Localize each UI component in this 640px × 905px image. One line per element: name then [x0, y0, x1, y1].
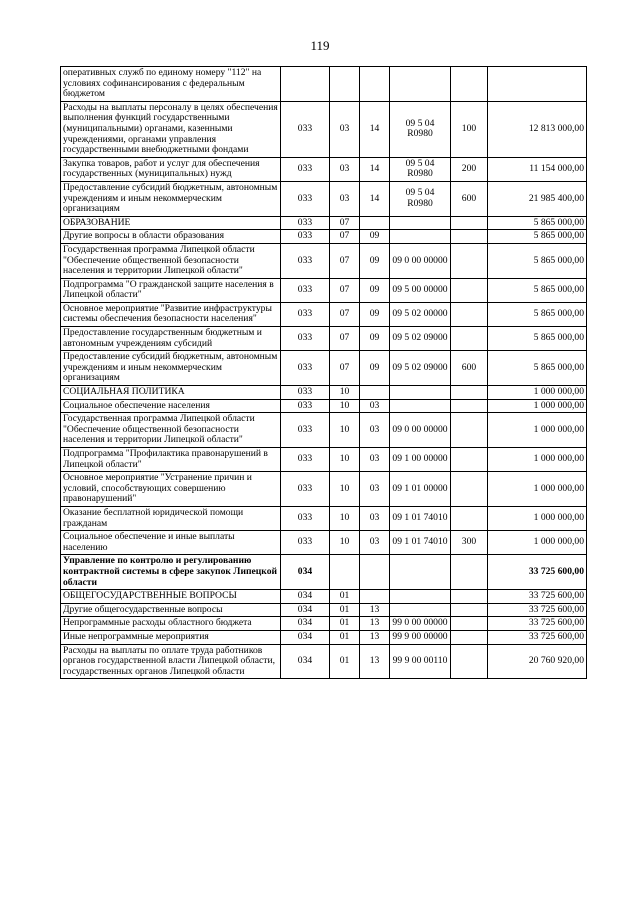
row-subsection-cell: 03	[360, 506, 390, 530]
row-name-cell: Расходы на выплаты по оплате труда работников органов государственной власти Липецкой области, государственных органов Липецкой области	[61, 644, 281, 679]
table-row	[61, 157, 587, 181]
table-row	[61, 243, 587, 278]
row-subsection-cell: 09	[360, 302, 390, 326]
page-number: 119	[310, 38, 330, 53]
row-subsection-cell: 13	[360, 630, 390, 644]
row-target-cell: 09 5 02 09000	[390, 351, 451, 386]
row-amount-cell: 1 000 000,00	[488, 399, 587, 413]
row-target-cell	[390, 399, 451, 413]
row-amount-cell: 33 725 600,00	[488, 603, 587, 617]
row-vr-cell: 600	[451, 351, 488, 386]
row-section-cell: 07	[330, 216, 360, 230]
row-subsection-cell: 13	[360, 644, 390, 679]
row-target-cell: 09 0 00 00000	[390, 413, 451, 448]
row-code-cell: 033	[281, 413, 330, 448]
row-subsection-cell: 09	[360, 351, 390, 386]
row-section-cell: 10	[330, 472, 360, 507]
row-subsection-cell: 14	[360, 181, 390, 216]
row-vr-cell	[451, 302, 488, 326]
row-name-cell: Предоставление государственным бюджетным и автономным учреждениям субсидий	[61, 327, 281, 351]
row-amount-cell: 1 000 000,00	[488, 531, 587, 555]
row-code-cell: 033	[281, 531, 330, 555]
table-row	[61, 278, 587, 302]
row-name-cell: Управление по контролю и регулированию контрактной системы в сфере закупок Липецкой области	[61, 555, 281, 590]
row-subsection-cell	[360, 216, 390, 230]
row-section-cell: 01	[330, 630, 360, 644]
row-amount-cell: 20 760 920,00	[488, 644, 587, 679]
row-target-cell: 09 1 00 00000	[390, 448, 451, 472]
row-section-cell: 10	[330, 448, 360, 472]
row-name-cell: ОБРАЗОВАНИЕ	[61, 216, 281, 230]
row-target-cell: 09 5 02 00000	[390, 302, 451, 326]
row-vr-cell	[451, 327, 488, 351]
table-row	[61, 555, 587, 590]
row-target-cell: 99 9 00 00110	[390, 644, 451, 679]
budget-table	[60, 66, 587, 679]
row-section-cell: 07	[330, 327, 360, 351]
table-row	[61, 644, 587, 679]
row-code-cell: 033	[281, 216, 330, 230]
row-name-cell: Предоставление субсидий бюджетным, автономным учреждениям и иным некоммерческим организациям	[61, 351, 281, 386]
row-name-cell: Другие общегосударственные вопросы	[61, 603, 281, 617]
row-amount-cell: 5 865 000,00	[488, 230, 587, 244]
row-subsection-cell	[360, 590, 390, 604]
row-vr-cell	[451, 617, 488, 631]
row-name-cell: Закупка товаров, работ и услуг для обеспечения государственных (муниципальных) нужд	[61, 157, 281, 181]
table-row	[61, 630, 587, 644]
row-vr-cell	[451, 472, 488, 507]
row-vr-cell	[451, 230, 488, 244]
table-row	[61, 603, 587, 617]
row-section-cell: 07	[330, 243, 360, 278]
row-code-cell: 033	[281, 230, 330, 244]
row-subsection-cell: 13	[360, 603, 390, 617]
row-target-cell: 09 1 01 74010	[390, 506, 451, 530]
row-name-cell: Иные непрограммные мероприятия	[61, 630, 281, 644]
row-section-cell: 03	[330, 157, 360, 181]
row-vr-cell	[451, 630, 488, 644]
row-amount-cell: 1 000 000,00	[488, 472, 587, 507]
row-vr-cell	[451, 603, 488, 617]
row-section-cell: 01	[330, 590, 360, 604]
row-vr-cell	[451, 590, 488, 604]
row-vr-cell	[451, 278, 488, 302]
row-name-cell: Государственная программа Липецкой области "Обеспечение общественной безопасности населения и территории Липецкой области"	[61, 413, 281, 448]
row-section-cell: 03	[330, 181, 360, 216]
row-section-cell	[330, 67, 360, 102]
table-row	[61, 216, 587, 230]
row-target-cell	[390, 603, 451, 617]
row-target-cell	[390, 67, 451, 102]
row-amount-cell: 33 725 600,00	[488, 630, 587, 644]
row-amount-cell: 1 000 000,00	[488, 506, 587, 530]
row-target-cell	[390, 216, 451, 230]
row-amount-cell: 33 725 600,00	[488, 617, 587, 631]
row-subsection-cell	[360, 555, 390, 590]
row-section-cell: 07	[330, 230, 360, 244]
row-amount-cell: 1 000 000,00	[488, 386, 587, 400]
row-name-cell: Предоставление субсидий бюджетным, автономным учреждениям и иным некоммерческим организациям	[61, 181, 281, 216]
row-name-cell: Социальное обеспечение и иные выплаты населению	[61, 531, 281, 555]
row-section-cell: 10	[330, 386, 360, 400]
row-subsection-cell: 09	[360, 243, 390, 278]
row-code-cell: 034	[281, 644, 330, 679]
row-code-cell	[281, 67, 330, 102]
row-section-cell: 07	[330, 302, 360, 326]
row-target-cell: 09 0 00 00000	[390, 243, 451, 278]
row-amount-cell: 5 865 000,00	[488, 327, 587, 351]
row-subsection-cell	[360, 386, 390, 400]
row-target-cell: 09 1 01 00000	[390, 472, 451, 507]
row-section-cell	[330, 555, 360, 590]
row-amount-cell: 11 154 000,00	[488, 157, 587, 181]
row-code-cell: 033	[281, 181, 330, 216]
row-target-cell	[390, 230, 451, 244]
row-code-cell: 033	[281, 386, 330, 400]
row-vr-cell	[451, 399, 488, 413]
table-row	[61, 448, 587, 472]
row-amount-cell: 5 865 000,00	[488, 351, 587, 386]
row-name-cell: ОБЩЕГОСУДАРСТВЕННЫЕ ВОПРОСЫ	[61, 590, 281, 604]
row-subsection-cell: 03	[360, 413, 390, 448]
row-amount-cell: 12 813 000,00	[488, 101, 587, 157]
row-amount-cell: 5 865 000,00	[488, 278, 587, 302]
row-target-cell: 09 1 01 74010	[390, 531, 451, 555]
table-row	[61, 67, 587, 102]
row-section-cell: 07	[330, 351, 360, 386]
row-name-cell: Подпрограмма "Профилактика правонарушений в Липецкой области"	[61, 448, 281, 472]
row-amount-cell: 5 865 000,00	[488, 243, 587, 278]
row-target-cell	[390, 555, 451, 590]
row-subsection-cell: 14	[360, 101, 390, 157]
row-target-cell: 09 5 04 R0980	[390, 101, 451, 157]
row-code-cell: 033	[281, 399, 330, 413]
row-code-cell: 034	[281, 630, 330, 644]
row-code-cell: 033	[281, 472, 330, 507]
row-code-cell: 034	[281, 590, 330, 604]
table-row	[61, 590, 587, 604]
row-section-cell: 03	[330, 101, 360, 157]
row-vr-cell	[451, 448, 488, 472]
row-subsection-cell: 03	[360, 531, 390, 555]
row-vr-cell	[451, 644, 488, 679]
row-subsection-cell: 03	[360, 399, 390, 413]
row-section-cell: 01	[330, 603, 360, 617]
table-row	[61, 351, 587, 386]
row-code-cell: 034	[281, 555, 330, 590]
row-subsection-cell: 09	[360, 327, 390, 351]
row-name-cell: оперативных служб по единому номеру "112" на условиях софинансирования с федеральным бюджетом	[61, 67, 281, 102]
row-subsection-cell: 09	[360, 230, 390, 244]
row-name-cell: СОЦИАЛЬНАЯ ПОЛИТИКА	[61, 386, 281, 400]
row-subsection-cell: 03	[360, 448, 390, 472]
row-code-cell: 033	[281, 101, 330, 157]
row-vr-cell	[451, 67, 488, 102]
row-code-cell: 033	[281, 302, 330, 326]
row-name-cell: Другие вопросы в области образования	[61, 230, 281, 244]
row-section-cell: 07	[330, 278, 360, 302]
row-amount-cell: 5 865 000,00	[488, 216, 587, 230]
row-name-cell: Непрограммные расходы областного бюджета	[61, 617, 281, 631]
table-row	[61, 302, 587, 326]
row-code-cell: 033	[281, 243, 330, 278]
row-amount-cell: 1 000 000,00	[488, 448, 587, 472]
table-row	[61, 181, 587, 216]
row-subsection-cell: 13	[360, 617, 390, 631]
row-code-cell: 034	[281, 603, 330, 617]
row-code-cell: 033	[281, 278, 330, 302]
row-amount-cell: 21 985 400,00	[488, 181, 587, 216]
table-row	[61, 327, 587, 351]
row-vr-cell: 300	[451, 531, 488, 555]
row-vr-cell	[451, 243, 488, 278]
row-amount-cell: 33 725 600,00	[488, 555, 587, 590]
row-vr-cell: 200	[451, 157, 488, 181]
row-target-cell: 09 5 04 R0980	[390, 157, 451, 181]
row-target-cell	[390, 386, 451, 400]
row-target-cell: 09 5 04 R0980	[390, 181, 451, 216]
row-name-cell: Расходы на выплаты персоналу в целях обеспечения выполнения функций государственными (муниципальными) органами, казенными учреждениями, органами управления государственными внебюджетными фондами	[61, 101, 281, 157]
row-code-cell: 033	[281, 448, 330, 472]
row-target-cell: 09 5 00 00000	[390, 278, 451, 302]
row-amount-cell	[488, 67, 587, 102]
row-name-cell: Основное мероприятие "Развитие инфраструктуры системы обеспечения безопасности населения"	[61, 302, 281, 326]
row-vr-cell	[451, 413, 488, 448]
row-vr-cell	[451, 555, 488, 590]
table-row	[61, 531, 587, 555]
row-target-cell: 09 5 02 09000	[390, 327, 451, 351]
row-vr-cell: 600	[451, 181, 488, 216]
row-subsection-cell: 14	[360, 157, 390, 181]
row-code-cell: 033	[281, 327, 330, 351]
row-vr-cell	[451, 386, 488, 400]
table-row	[61, 506, 587, 530]
table-row	[61, 101, 587, 157]
row-amount-cell: 33 725 600,00	[488, 590, 587, 604]
row-subsection-cell	[360, 67, 390, 102]
table-row	[61, 617, 587, 631]
table-row	[61, 472, 587, 507]
row-amount-cell: 5 865 000,00	[488, 302, 587, 326]
row-code-cell: 033	[281, 506, 330, 530]
row-section-cell: 10	[330, 531, 360, 555]
row-section-cell: 01	[330, 617, 360, 631]
row-section-cell: 10	[330, 506, 360, 530]
row-subsection-cell: 03	[360, 472, 390, 507]
row-vr-cell: 100	[451, 101, 488, 157]
row-target-cell: 99 9 00 00000	[390, 630, 451, 644]
row-section-cell: 10	[330, 399, 360, 413]
row-target-cell	[390, 590, 451, 604]
row-code-cell: 034	[281, 617, 330, 631]
row-code-cell: 033	[281, 157, 330, 181]
row-name-cell: Подпрограмма "О гражданской защите населения в Липецкой области"	[61, 278, 281, 302]
table-body	[61, 67, 587, 679]
row-name-cell: Социальное обеспечение населения	[61, 399, 281, 413]
row-name-cell: Основное мероприятие "Устранение причин и условий, способствующих совершению правонарушений"	[61, 472, 281, 507]
row-section-cell: 01	[330, 644, 360, 679]
row-vr-cell	[451, 216, 488, 230]
row-subsection-cell: 09	[360, 278, 390, 302]
row-name-cell: Государственная программа Липецкой области "Обеспечение общественной безопасности населения и территории Липецкой области"	[61, 243, 281, 278]
row-section-cell: 10	[330, 413, 360, 448]
row-name-cell: Оказание бесплатной юридической помощи гражданам	[61, 506, 281, 530]
row-target-cell: 99 0 00 00000	[390, 617, 451, 631]
row-vr-cell	[451, 506, 488, 530]
row-amount-cell: 1 000 000,00	[488, 413, 587, 448]
table-row	[61, 413, 587, 448]
table-row	[61, 399, 587, 413]
table-row	[61, 386, 587, 400]
table-row	[61, 230, 587, 244]
row-code-cell: 033	[281, 351, 330, 386]
